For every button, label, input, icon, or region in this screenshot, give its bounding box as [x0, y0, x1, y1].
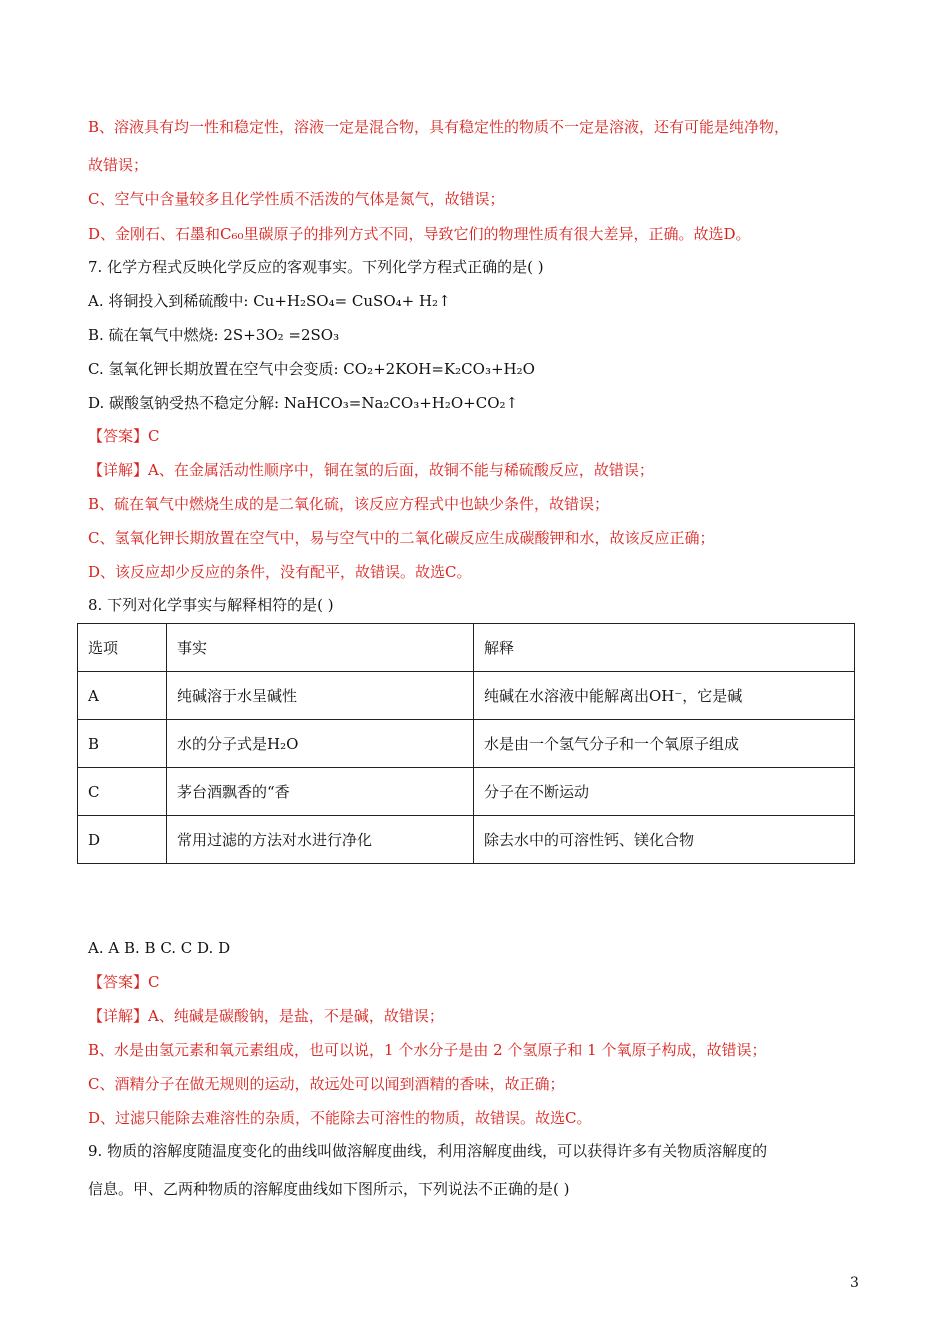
table-row — [78, 816, 855, 864]
text-line: B、硫在氧气中燃烧生成的是二氧化硫，该反应方程式中也缺少条件，故错误； — [88, 495, 610, 513]
text-line: 【答案】C — [88, 427, 160, 445]
table-cell: 常用过滤的方法对水进行净化 — [167, 816, 474, 864]
text-line: D. 碳酸氢钠受热不稳定分解: NaHCO₃=Na₂CO₃+H₂O+CO₂↑ — [88, 394, 519, 412]
text-line: C. 氢氧化钾长期放置在空气中会变质: CO₂+2KOH=K₂CO₃+H₂O — [88, 360, 535, 378]
table-header-cell: 解释 — [474, 624, 855, 672]
text-line: 【答案】C — [88, 973, 160, 991]
text-line: 8. 下列对化学事实与解释相符的是( ) — [88, 596, 334, 614]
table-row — [78, 768, 855, 816]
text-line: B. 硫在氧气中燃烧: 2S+3O₂ =2SO₃ — [88, 326, 340, 344]
text-line: C、酒精分子在做无规则的运动，故远处可以闻到酒精的香味，故正确； — [88, 1075, 565, 1093]
table-cell: C — [78, 768, 167, 816]
table-cell: 茅台酒飘香的“香 — [167, 768, 474, 816]
table-cell: A — [78, 672, 167, 720]
text-line: 故错误； — [88, 156, 149, 174]
table-cell: 除去水中的可溶性钙、镁化合物 — [474, 816, 855, 864]
text-line: 7. 化学方程式反映化学反应的客观事实。下列化学方程式正确的是( ) — [88, 258, 544, 276]
table-cell: 纯碱溶于水呈碱性 — [167, 672, 474, 720]
table-header-row — [78, 624, 855, 672]
table-cell: B — [78, 720, 167, 768]
table-cell: 分子在不断运动 — [474, 768, 855, 816]
text-line: B、溶液具有均一性和稳定性，溶液一定是混合物，具有稳定性的物质不一定是溶液，还有可能是纯净物， — [88, 118, 790, 136]
table-row — [78, 720, 855, 768]
page-number: 3 — [850, 1275, 859, 1291]
text-line: D、金刚石、石墨和C₆₀里碳原子的排列方式不同，导致它们的物理性质有很大差异，正确。故选D。 — [88, 225, 751, 243]
text-line: 信息。甲、乙两种物质的溶解度曲线如下图所示，下列说法不正确的是( ) — [88, 1180, 570, 1198]
table-cell: D — [78, 816, 167, 864]
text-line: 【详解】A、在金属活动性顺序中，铜在氢的后面，故铜不能与稀硫酸反应，故错误； — [88, 461, 654, 479]
table-header-cell: 选项 — [78, 624, 167, 672]
text-line: 9. 物质的溶解度随温度变化的曲线叫做溶解度曲线，利用溶解度曲线，可以获得许多有关物质溶解度的 — [88, 1142, 768, 1160]
table-cell: 水的分子式是H₂O — [167, 720, 474, 768]
text-line: 【详解】A、纯碱是碳酸钠，是盐，不是碱，故错误； — [88, 1007, 444, 1025]
text-line: A. A B. B C. C D. D — [88, 939, 231, 957]
table-cell: 水是由一个氢气分子和一个氧原子组成 — [474, 720, 855, 768]
text-line: A. 将铜投入到稀硫酸中: Cu+H₂SO₄= CuSO₄+ H₂↑ — [88, 292, 451, 310]
text-line: C、氢氧化钾长期放置在空气中，易与空气中的二氧化碳反应生成碳酸钾和水，故该反应正确； — [88, 529, 715, 547]
table-cell: 纯碱在水溶液中能解离出OH⁻，它是碱 — [474, 672, 855, 720]
text-line: D、过滤只能除去难溶性的杂质，不能除去可溶性的物质，故错误。故选C。 — [88, 1109, 592, 1127]
text-line: D、该反应却少反应的条件，没有配平，故错误。故选C。 — [88, 563, 472, 581]
table-header-cell: 事实 — [167, 624, 474, 672]
text-line: B、水是由氢元素和氧元素组成，也可以说，1 个水分子是由 2 个氢原子和 1 个氧原子构成，故错误； — [88, 1041, 767, 1059]
facts-table — [77, 623, 855, 864]
table-row — [78, 672, 855, 720]
text-line: C、空气中含量较多且化学性质不活泼的气体是氮气，故错误； — [88, 190, 505, 208]
